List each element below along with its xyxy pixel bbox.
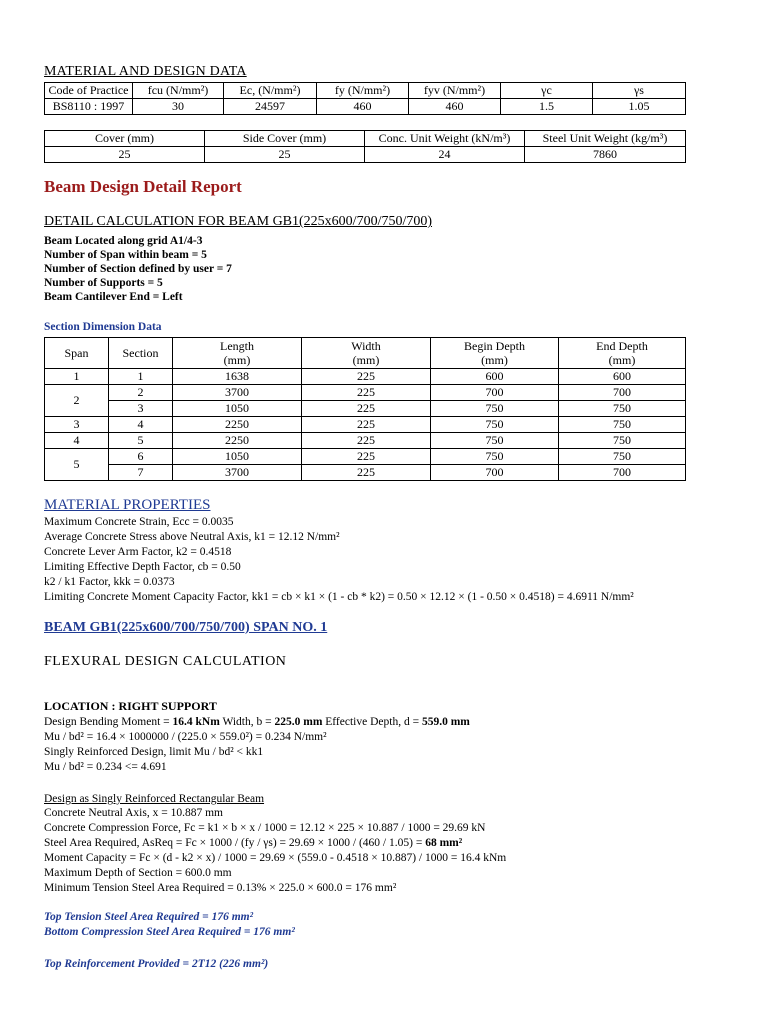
calc-line: Mu / bd² = 0.234 <= 4.691 [44, 761, 167, 774]
table-row [45, 465, 686, 481]
table-cell: 24597 [224, 99, 317, 115]
effective-depth-label: Effective Depth, d = [322, 716, 422, 728]
beam-info-line: Number of Section defined by user = 7 [44, 263, 232, 275]
material-property-line: k2 / k1 Factor, kkk = 0.0373 [44, 576, 175, 589]
calc-line: Concrete Compression Force, Fc = k1 × b × x / 1000 = 12.12 × 225 × 10.887 / 1000 = 29.69 kN [44, 822, 486, 835]
steel-area-formula: Steel Area Required, AsReq = Fc × 1000 / (fy / γs) = 29.69 × 1000 / (460 / 1.05) = [44, 837, 426, 850]
span-cell: 5 [45, 449, 109, 481]
material-property-line: Limiting Effective Depth Factor, cb = 0.50 [44, 561, 241, 574]
steel-area-line [44, 836, 506, 851]
reinforcement-provided-line: Top Reinforcement Provided = 2T12 (226 mm²) [44, 958, 269, 970]
width-cell: 225 [302, 417, 431, 433]
length-cell: 1050 [173, 401, 302, 417]
table-header-cell: Span [45, 338, 109, 369]
section-cell: 4 [109, 417, 173, 433]
end-depth-cell: 600 [559, 369, 686, 385]
length-cell: 2250 [173, 417, 302, 433]
end-depth-cell: 700 [559, 385, 686, 401]
section-cell: 7 [109, 465, 173, 481]
table-header-row [45, 83, 686, 99]
detail-calculation-title: DETAIL CALCULATION FOR BEAM GB1(225x600/700/750/700) [44, 214, 433, 229]
beam-info-line: Beam Located along grid A1/4-3 [44, 235, 203, 247]
end-depth-cell: 750 [559, 433, 686, 449]
table-header-cell: Section [109, 338, 173, 369]
singly-reinforced-lines [44, 806, 506, 897]
table-cell: 24 [365, 147, 525, 163]
steel-requirement-line: Bottom Compression Steel Area Required = 176 mm² [44, 926, 295, 938]
table-cell: 25 [205, 147, 365, 163]
table-row [45, 449, 686, 465]
material-property-line: Limiting Concrete Moment Capacity Factor, kk1 = cb × k1 × (1 - cb * k2) = 0.50 × 12.12 × (1 - 0.50 × 0.4518) = 4.6911 N/mm² [44, 591, 634, 604]
begin-depth-cell: 750 [431, 433, 559, 449]
table-header-cell: End Depth (mm) [559, 338, 686, 369]
table-row [45, 369, 686, 385]
width-cell: 225 [302, 433, 431, 449]
table-header-cell: Length (mm) [173, 338, 302, 369]
cover-data-table [44, 130, 686, 163]
report-title: Beam Design Detail Report [44, 177, 242, 196]
calc-line: Maximum Depth of Section = 600.0 mm [44, 867, 232, 880]
calc-line: Concrete Neutral Axis, x = 10.887 mm [44, 807, 223, 819]
table-cell: BS8110 : 1997 [45, 99, 133, 115]
beam-info-line: Beam Cantilever End = Left [44, 291, 183, 303]
section-dimension-title: Section Dimension Data [44, 321, 162, 333]
begin-depth-cell: 750 [431, 417, 559, 433]
table-header-cell: γc [501, 83, 593, 99]
material-design-data-heading: MATERIAL AND DESIGN DATA [44, 64, 247, 79]
design-moment-line [44, 715, 470, 730]
table-cell: 1.5 [501, 99, 593, 115]
table-cell: 460 [409, 99, 501, 115]
begin-depth-cell: 600 [431, 369, 559, 385]
steel-area-value: 68 mm² [425, 837, 463, 850]
length-cell: 1050 [173, 449, 302, 465]
length-cell: 3700 [173, 465, 302, 481]
width-cell: 225 [302, 385, 431, 401]
begin-depth-cell: 700 [431, 465, 559, 481]
table-row [45, 417, 686, 433]
table-cell: 460 [317, 99, 409, 115]
section-cell: 6 [109, 449, 173, 465]
end-depth-cell: 700 [559, 465, 686, 481]
material-properties-title: MATERIAL PROPERTIES [44, 497, 211, 513]
material-data-table [44, 82, 686, 115]
effective-depth-value: 559.0 mm [421, 716, 470, 728]
section-dimension-table [44, 337, 686, 481]
span-cell: 1 [45, 369, 109, 385]
beam-info-line: Number of Supports = 5 [44, 277, 163, 289]
width-label: Width, b = [219, 716, 275, 728]
table-header-row [45, 131, 686, 147]
span-cell: 4 [45, 433, 109, 449]
section-cell: 2 [109, 385, 173, 401]
material-property-line: Concrete Lever Arm Factor, k2 = 0.4518 [44, 546, 232, 559]
end-depth-cell: 750 [559, 417, 686, 433]
table-cell: 25 [45, 147, 205, 163]
table-header-cell: Begin Depth (mm) [431, 338, 559, 369]
table-header-cell: fyv (N/mm²) [409, 83, 501, 99]
span-title: BEAM GB1(225x600/700/750/700) SPAN NO. 1 [44, 620, 328, 635]
section-cell: 1 [109, 369, 173, 385]
design-calculation-lines [44, 715, 470, 775]
location-title: LOCATION : RIGHT SUPPORT [44, 699, 217, 713]
table-cell: 7860 [525, 147, 686, 163]
table-header-row [45, 338, 686, 369]
table-row [45, 99, 686, 115]
calc-line: Moment Capacity = Fc × (d - k2 × x) / 1000 = 29.69 × (559.0 - 0.4518 × 10.887) / 1000 = 16.4 kNm [44, 852, 507, 865]
table-header-cell: Cover (mm) [45, 131, 205, 147]
begin-depth-cell: 750 [431, 401, 559, 417]
beam-info-line: Number of Span within beam = 5 [44, 249, 207, 261]
end-depth-cell: 750 [559, 449, 686, 465]
table-row [45, 147, 686, 163]
table-header-cell: Side Cover (mm) [205, 131, 365, 147]
begin-depth-cell: 700 [431, 385, 559, 401]
width-value: 225.0 mm [274, 716, 323, 728]
design-moment-value: 16.4 kNm [172, 716, 220, 728]
material-property-line: Average Concrete Stress above Neutral Axis, k1 = 12.12 N/mm² [44, 531, 340, 544]
table-header-cell: Conc. Unit Weight (kN/m³) [365, 131, 525, 147]
calc-line: Mu / bd² = 16.4 × 1000000 / (225.0 × 559.0²) = 0.234 N/mm² [44, 731, 327, 744]
table-header-cell: Code of Practice [45, 83, 133, 99]
steel-requirement-line: Top Tension Steel Area Required = 176 mm² [44, 911, 254, 923]
begin-depth-cell: 750 [431, 449, 559, 465]
material-property-line: Maximum Concrete Strain, Ecc = 0.0035 [44, 516, 234, 528]
flexural-design-title: FLEXURAL DESIGN CALCULATION [44, 654, 287, 669]
table-cell: 1.05 [593, 99, 686, 115]
section-cell: 3 [109, 401, 173, 417]
length-cell: 3700 [173, 385, 302, 401]
width-cell: 225 [302, 369, 431, 385]
span-cell: 2 [45, 385, 109, 417]
table-cell: 30 [133, 99, 224, 115]
beam-info-lines [44, 234, 232, 304]
table-row [45, 385, 686, 401]
steel-requirement-lines [44, 910, 295, 940]
table-header-cell: fcu (N/mm²) [133, 83, 224, 99]
calc-line: Minimum Tension Steel Area Required = 0.13% × 225.0 × 600.0 = 176 mm² [44, 882, 397, 895]
span-cell: 3 [45, 417, 109, 433]
singly-reinforced-title: Design as Singly Reinforced Rectangular Beam [44, 793, 265, 805]
table-header-cell: γs [593, 83, 686, 99]
table-header-cell: Steel Unit Weight (kg/m³) [525, 131, 686, 147]
end-depth-cell: 750 [559, 401, 686, 417]
table-header-cell: Width (mm) [302, 338, 431, 369]
length-cell: 1638 [173, 369, 302, 385]
table-row [45, 433, 686, 449]
width-cell: 225 [302, 465, 431, 481]
design-moment-label: Design Bending Moment = [44, 716, 173, 728]
width-cell: 225 [302, 449, 431, 465]
calc-line: Singly Reinforced Design, limit Mu / bd² < kk1 [44, 746, 264, 759]
table-header-cell: fy (N/mm²) [317, 83, 409, 99]
width-cell: 225 [302, 401, 431, 417]
table-header-cell: Ec, (N/mm²) [224, 83, 317, 99]
length-cell: 2250 [173, 433, 302, 449]
material-properties-lines [44, 515, 634, 606]
section-cell: 5 [109, 433, 173, 449]
table-row [45, 401, 686, 417]
